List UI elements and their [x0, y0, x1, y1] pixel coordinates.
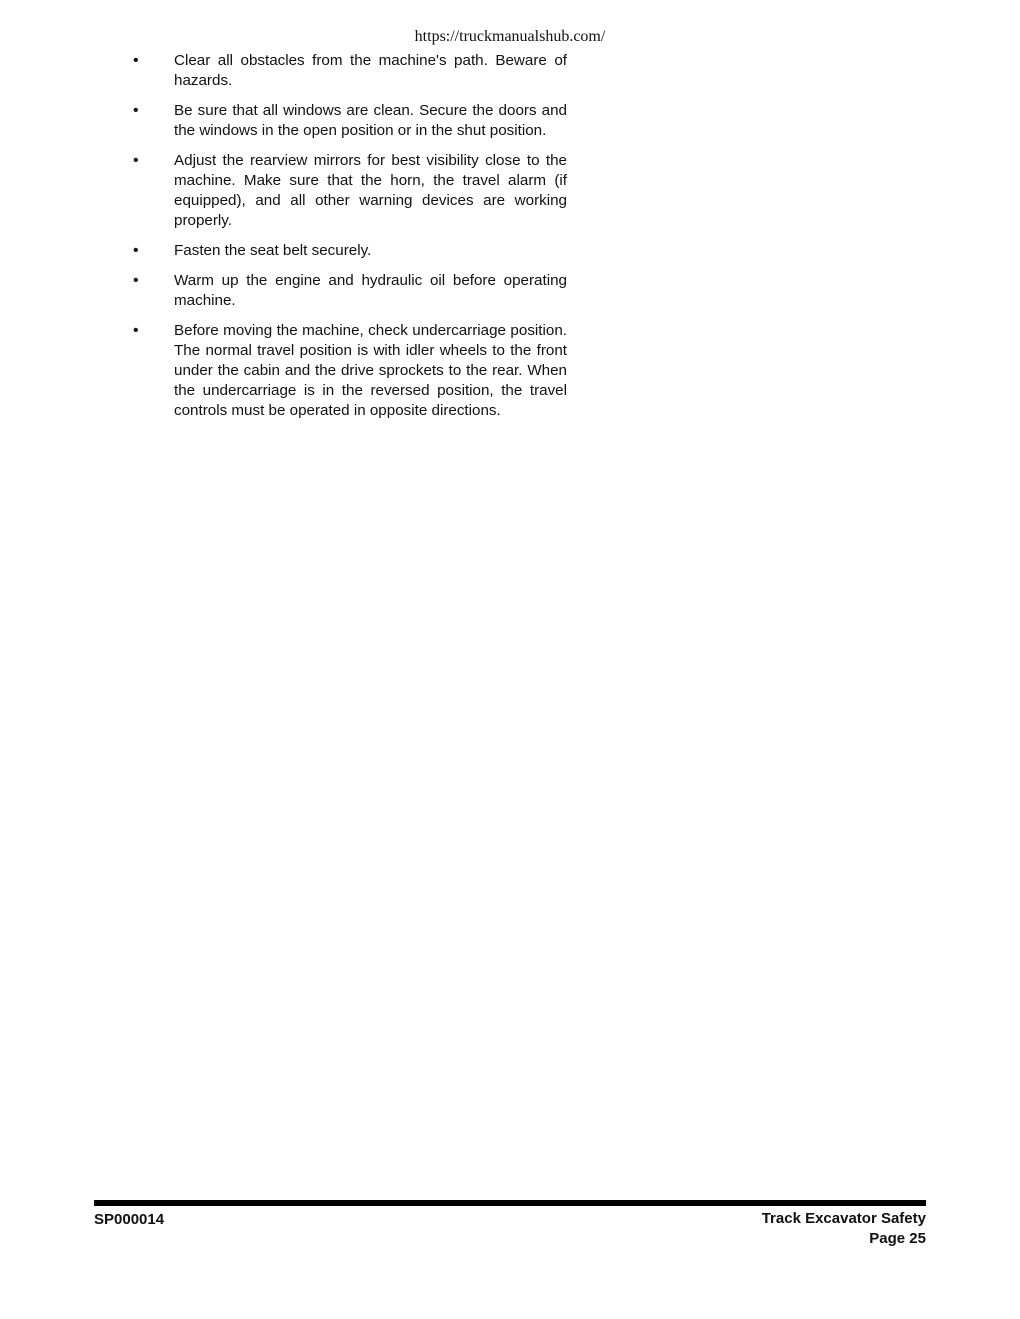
list-item	[133, 241, 567, 261]
list-item	[133, 321, 567, 421]
section-title: Track Excavator Safety	[761, 1210, 926, 1227]
bullet-icon: •	[133, 52, 139, 69]
bullet-icon: •	[133, 102, 139, 119]
bullet-text: Before moving the machine, check undercarriage position. The normal travel position is with idler wheels to the front under the cabin and the drive sprockets to the rear. When the undercarriage is in the reversed position, the travel controls must be operated in opposite directions.	[174, 322, 567, 419]
safety-bullet-list	[133, 51, 567, 431]
bullet-icon: •	[133, 152, 139, 169]
footer-right-block	[762, 1209, 926, 1249]
bullet-text: Be sure that all windows are clean. Secure the doors and the windows in the open position or in the shut position.	[174, 102, 567, 139]
bullet-text: Warm up the engine and hydraulic oil before operating machine.	[174, 272, 567, 309]
page-number: Page 25	[869, 1230, 926, 1247]
bullet-text: Clear all obstacles from the machine's path. Beware of hazards.	[174, 52, 567, 89]
bullet-icon: •	[133, 272, 139, 289]
footer-rule	[94, 1200, 926, 1206]
bullet-text: Adjust the rearview mirrors for best visibility close to the machine. Make sure that the horn, the travel alarm (if equipped), and all other warning devices are working properly.	[174, 152, 567, 229]
source-url: https://truckmanualshub.com/	[414, 28, 606, 45]
list-item	[133, 101, 567, 141]
bullet-icon: •	[133, 242, 139, 259]
bullet-icon: •	[133, 322, 139, 339]
list-item	[133, 271, 567, 311]
doc-code: SP000014	[94, 1211, 165, 1228]
list-item	[133, 51, 567, 91]
list-item	[133, 151, 567, 231]
bullet-text: Fasten the seat belt securely.	[174, 242, 372, 259]
